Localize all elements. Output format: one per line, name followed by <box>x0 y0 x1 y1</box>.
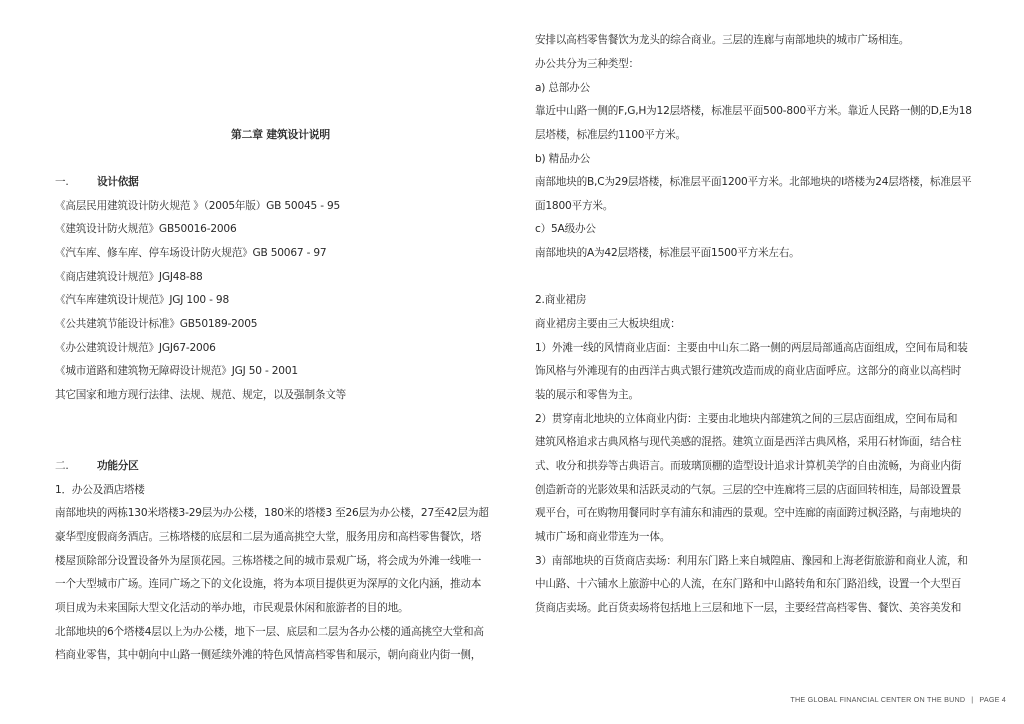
paragraph-line: 城市广场和商业带连为一体。 <box>535 531 671 543</box>
paragraph-line: 饰风格与外滩现有的由西洋古典式银行建筑改造而成的商业店面呼应。这部分的商业以高档时 <box>535 365 962 377</box>
paragraph-line: 豪华型度假商务酒店。三栋塔楼的底层和二层为通高挑空大堂，服务用房和高档零售餐饮，塔 <box>55 531 482 543</box>
section-number: 一. <box>55 176 69 188</box>
paragraph-line: 档商业零售，其中朝向中山路一侧延续外滩的特色风情高档零售和展示，朝向商业内街一侧， <box>55 649 482 661</box>
footer-separator: | <box>971 695 974 704</box>
paragraph-line: 安排以高档零售餐饮为龙头的综合商业。三层的连廊与南部地块的城市广场相连。 <box>535 34 910 46</box>
list-item: 《汽车库、修车库、停车场设计防火规范》GB 50067 - 97 <box>55 247 327 259</box>
chapter-title: 第二章 建筑设计说明 <box>231 128 330 141</box>
list-item: 《公共建筑节能设计标准》GB50189-2005 <box>55 318 258 330</box>
paragraph-line: 办公共分为三种类型： <box>535 58 639 70</box>
section-number: 二. <box>55 460 69 472</box>
list-item: 《商店建筑设计规范》JGJ48-88 <box>55 271 203 283</box>
paragraph-line: 装的展示和零售为主。 <box>535 389 639 401</box>
section-title: 功能分区 <box>97 460 139 472</box>
list-item: 《汽车库建筑设计规范》JGJ 100 - 98 <box>55 294 230 306</box>
paragraph-line: 中山路、十六铺水上旅游中心的人流，在东门路和中山路转角和东门路沿线，设置一个大型百 <box>535 578 962 590</box>
paragraph-line: 建筑风格追求古典风格与现代美感的混搭。建筑立面是西洋古典风格，采用石材饰面，结合柱 <box>535 436 962 448</box>
list-item: 《办公建筑设计规范》JGJ67-2006 <box>55 342 216 354</box>
paragraph-line: 2）贯穿南北地块的立体商业内街：主要由北地块内部建筑之间的三层店面组成，空间布局和 <box>535 413 958 425</box>
paragraph-line: a) 总部办公 <box>535 82 590 94</box>
list-item: 《城市道路和建筑物无障碍设计规范》JGJ 50 - 2001 <box>55 365 298 377</box>
paragraph-line: 创造新奇的光影效果和活跃灵动的气氛。三层的空中连廊将三层的店面回转相连，局部设置景 <box>535 484 962 496</box>
paragraph-line: 3）南部地块的百货商店卖场：利用东门路上来自城隍庙、豫园和上海老街旅游和商业人流，和 <box>535 555 968 567</box>
section-heading-zoning <box>55 459 139 473</box>
footer-project-name: THE GLOBAL FINANCIAL CENTER ON THE BUND <box>790 695 966 704</box>
paragraph-line: 层塔楼，标准层约1100平方米。 <box>535 129 686 141</box>
paragraph-line: c）5A级办公 <box>535 223 596 235</box>
list-item: 《高层民用建筑设计防火规范 》（2005年版）GB 50045 - 95 <box>55 200 341 212</box>
paragraph-line: 楼屋顶除部分设置设备外为屋顶花园。三栋塔楼之间的城市景观广场，将会成为外滩一线唯一 <box>55 555 482 567</box>
list-item: 其它国家和地方现行法律、法规、规范、规定，以及强制条文等 <box>55 389 347 401</box>
paragraph-line: 商业裙房主要由三大板块组成： <box>535 318 681 330</box>
section-title: 设计依据 <box>97 176 139 188</box>
paragraph-line: 式、收分和拱券等古典语言。而玻璃顶棚的造型设计追求计算机美学的自由流畅，为商业内街 <box>535 460 962 472</box>
paragraph-line: 1）外滩一线的风情商业店面：主要由中山东二路一侧的两层局部通高店面组成，空间布局和装 <box>535 342 968 354</box>
section-heading-basis <box>55 175 139 189</box>
paragraph-line: 一个大型城市广场。连同广场之下的文化设施，将为本项目提供更为深厚的文化内涵，推动本 <box>55 578 482 590</box>
list-item: 《建筑设计防火规范》GB50016-2006 <box>55 223 237 235</box>
paragraph-line: 北部地块的6个塔楼4层以上为办公楼，地下一层、底层和二层为各办公楼的通高挑空大堂和高 <box>55 626 484 638</box>
paragraph-line: 面1800平方米。 <box>535 200 614 212</box>
paragraph-line: 南部地块的A为42层塔楼，标准层平面1500平方米左右。 <box>535 247 800 259</box>
paragraph-line: 项目成为未来国际大型文化活动的举办地，市民观景休闲和旅游者的目的地。 <box>55 602 409 614</box>
paragraph-line: 观平台，可在购物用餐同时享有浦东和浦西的景观。空中连廊的南面跨过枫泾路，与南地块的 <box>535 507 962 519</box>
paragraph-line: 南部地块的两栋130米塔楼3-29层为办公楼，180米的塔楼3 至26层为办公楼，27至42层为超 <box>55 507 489 519</box>
paragraph-line: 靠近中山路一侧的F,G,H为12层塔楼，标准层平面500-800平方米。靠近人民路一侧的D,E为18 <box>535 105 972 117</box>
paragraph-line: 货商店卖场。此百货卖场将包括地上三层和地下一层，主要经营高档零售、餐饮、美容美发和 <box>535 602 962 614</box>
paragraph-line: b) 精品办公 <box>535 153 591 165</box>
paragraph-line: 2.商业裙房 <box>535 294 587 306</box>
paragraph-line: 南部地块的B,C为29层塔楼，标准层平面1200平方米。北部地块的I塔楼为24层塔楼，标准层平 <box>535 176 972 188</box>
subsection-title: 1．办公及酒店塔楼 <box>55 484 145 496</box>
page-number: PAGE 4 <box>979 695 1006 704</box>
page-footer <box>790 695 1006 704</box>
